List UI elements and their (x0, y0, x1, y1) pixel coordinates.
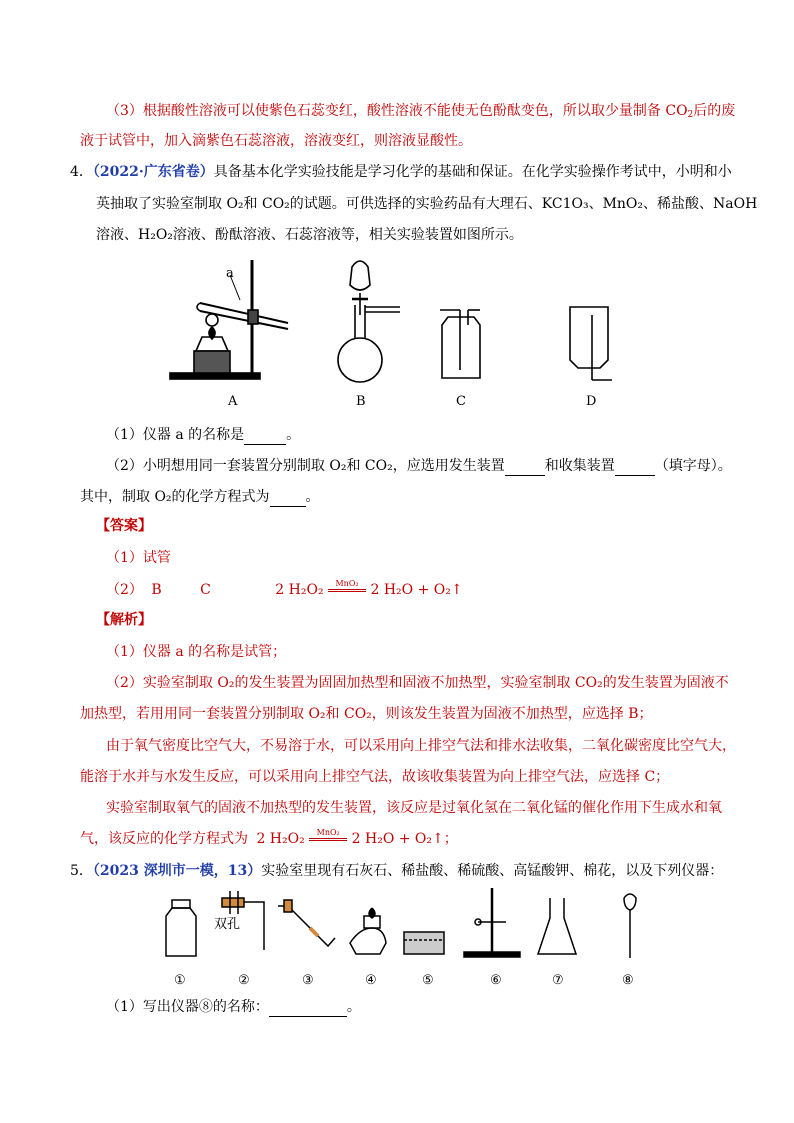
inverted-bottle (570, 307, 608, 368)
answer-tag: 【答案】 (96, 518, 152, 534)
alcohol-lamp (194, 351, 230, 373)
answer-line: 液于试管中，加入滴紫色石蕊溶液，溶液变红，则溶液显酸性。 (80, 133, 472, 149)
instrument-1 (166, 908, 196, 956)
label-8: ⑧ (622, 973, 634, 988)
instruments-figure (160, 888, 650, 993)
sub-question-2: （2）小明想用同一套装置分别制取 O₂和 CO₂，应选用发生装置 和收集装置 （填字母）。 (106, 455, 732, 476)
question-4-stem: 4．（2022·广东省卷）具备基本化学实验技能是学习化学的基础和保证。在化学实验操作考试中，小明和小 (70, 164, 732, 180)
answer-blank (244, 424, 286, 445)
instrument-7 (538, 898, 576, 954)
flask (338, 338, 382, 382)
analysis-line: 实验室制取氧气的固液不加热型的发生装置，该反应是过氧化氢在二氧化锰的催化作用下生成水和氧 (106, 800, 722, 816)
answer-blank (505, 455, 545, 476)
label-3: ③ (302, 973, 314, 988)
double-hole-label: 双孔 (214, 917, 241, 932)
analysis-tag: 【解析】 (96, 612, 152, 628)
answer-2: （2） B C 2 H₂O₂ MnO₂ 2 H₂O + O₂↑ (106, 579, 463, 598)
sub-question-1: （1）仪器 a 的名称是 。 (106, 424, 300, 445)
reaction-condition: MnO₂ (309, 829, 347, 841)
apparatus-figure (160, 255, 630, 410)
label-1: ① (174, 973, 186, 988)
analysis-line: 由于氧气密度比空气大，不易溶于水，可以采用向上排空气法和排水法收集，二氧化碳密度比空气大， (106, 738, 736, 754)
analysis-line: 加热型，若用用同一套装置分别制取 O₂和 CO₂，则该发生装置为固液不加热型，应选择 B； (80, 706, 653, 722)
question-5-sub-1: （1）写出仪器⑧的名称： 。 (106, 996, 361, 1017)
instrument-8 (624, 894, 636, 910)
label-5: ⑤ (422, 973, 434, 988)
question-5-stem: 5．（2023 深圳市一模，13）实验室里现有石灰石、稀盐酸、稀硫酸、高锰酸钾、棉花，以及下列仪器： (70, 863, 724, 879)
answer-line: （3）根据酸性溶液可以使紫色石蕊变红，酸性溶液不能使无色酚酞变色，所以取少量制备 $CO_2$后的废 (106, 103, 736, 120)
answer-blank (615, 455, 655, 476)
label-A: A (228, 394, 238, 409)
analysis-line: 能溶于水并与水发生反应，可以采用向上排空气法，故该收集装置为向上排空气法，应选择 C； (80, 769, 670, 785)
separatory-funnel (350, 261, 370, 290)
label-a: a (226, 266, 234, 281)
sub-question-2-cont: 其中，制取 O₂的化学方程式为 。 (80, 486, 320, 507)
question-source: （2022·广东省卷） (92, 164, 214, 180)
label-D: D (586, 394, 597, 409)
clamp (248, 310, 258, 324)
instrument-4 (350, 928, 386, 954)
instrument-5 (404, 932, 444, 954)
question-line: 溶液、H₂O₂溶液、酚酞溶液、石蕊溶液等，相关实验装置如图所示。 (96, 227, 523, 243)
answer-blank (269, 996, 347, 1017)
question-line: 英抽取了实验室制取 O₂和 CO₂的试题。可供选择的实验药品有大理石、KC1O₃、MnO₂、稀盐酸、NaOH (96, 196, 758, 212)
instrument-2 (222, 898, 244, 907)
answer-1: （1）试管 (106, 550, 171, 566)
question-source: （2023 深圳市一模，13） (92, 863, 262, 879)
label-2: ② (238, 973, 250, 988)
label-7: ⑦ (552, 973, 564, 988)
label-4: ④ (365, 973, 377, 988)
answer-blank (270, 486, 306, 507)
gas-bottle (442, 317, 480, 378)
label-6: ⑥ (490, 973, 502, 988)
label-B: B (356, 394, 366, 409)
reaction-condition: MnO₂ (328, 580, 366, 592)
analysis-line: （2）实验室制取 O₂的发生装置为固固加热型和固液不加热型，实验室制取 CO₂的发生装置为固液不 (106, 675, 729, 691)
instrument-6 (464, 952, 520, 957)
analysis-line: 气，该反应的化学方程式为 2 H₂O₂ MnO₂ 2 H₂O + O₂↑； (80, 828, 458, 847)
stand-base (170, 373, 260, 379)
analysis-line: （1）仪器 a 的名称是试管； (106, 644, 287, 660)
label-C: C (456, 394, 466, 409)
